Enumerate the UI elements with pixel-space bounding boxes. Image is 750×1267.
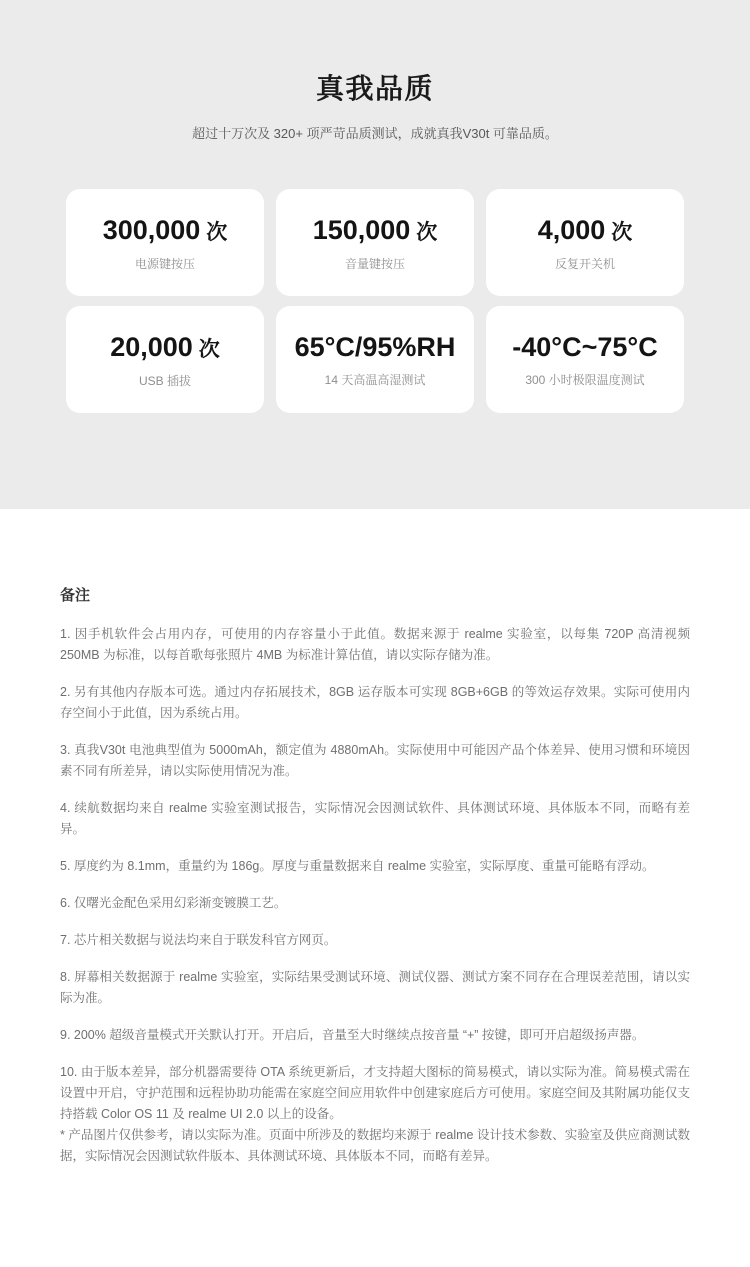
stat-label: 300 小时极限温度测试: [525, 373, 645, 387]
stat-unit: 次: [416, 220, 438, 244]
stat-number: 4,000: [537, 214, 606, 245]
note-item: 8. 屏幕相关数据源于 realme 实验室，实际结果受测试环境、测试仪器、测试方案不同存在合理误差范围，请以实际为准。: [60, 970, 690, 1005]
note-item: 5. 厚度约为 8.1mm，重量约为 186g。厚度与重量数据来自 realme 实验室，实际厚度、重量可能略有浮动。: [60, 859, 655, 873]
stat-value: [538, 215, 633, 246]
note-item: 2. 另有其他内存版本可选。通过内存拓展技术，8GB 运存版本可实现 8GB+6GB 的等效运存效果。实际可使用内存空间小于此值，因为系统占用。: [60, 685, 690, 720]
notes-list: [60, 624, 690, 1125]
note-item: 4. 续航数据均来自 realme 实验室测试报告，实际情况会因测试软件、具体测试环境、具体版本不同，而略有差异。: [60, 801, 690, 836]
quality-section: [0, 0, 750, 509]
stat-value: [313, 215, 438, 246]
page-subtitle: 超过十万次及 320+ 项严苛品质测试，成就真我V30t 可靠品质。: [192, 126, 558, 141]
stat-card: [66, 306, 264, 413]
stat-value: [110, 332, 220, 363]
stat-card: [276, 189, 474, 296]
note-item: 3. 真我V30t 电池典型值为 5000mAh，额定值为 4880mAh。实际使用中可能因产品个体差异、使用习惯和环境因素不同有所差异，请以实际使用情况为准。: [60, 743, 690, 778]
stat-label: 电源键按压: [134, 256, 195, 271]
stat-card: [486, 189, 684, 296]
disclaimer-note: * 产品图片仅供参考，请以实际为准。页面中所涉及的数据均来源于 realme 设计技术参数、实验室及供应商测试数据，实际情况会因测试软件版本、具体测试环境、具体版本不同，而略有差异。: [60, 1128, 690, 1163]
note-item: 7. 芯片相关数据与说法均来自于联发科官方网页。: [60, 933, 337, 947]
stat-value: [512, 332, 657, 362]
stat-card: [276, 306, 474, 413]
stat-unit: 次: [611, 220, 633, 244]
stat-card: [66, 189, 264, 296]
stat-value: [103, 215, 228, 246]
note-item: 10. 由于版本差异，部分机器需要待 OTA 系统更新后，才支持超大图标的简易模式，请以实际为准。简易模式需在设置中开启，守护范围和远程协助功能需在家庭空间应用软件中创建家庭后方可使用。家庭空间及其附属功能仅支持搭载 Color OS 11 及 realme UI 2.0 以上的设备。: [60, 1065, 690, 1121]
stat-label: 14 天高温高湿测试: [324, 373, 426, 387]
note-item: 9. 200% 超级音量模式开关默认打开。开启后，音量至大时继续点按音量 “+” 按键，即可开启超级扬声器。: [60, 1028, 645, 1042]
stat-label: 反复开关机: [554, 256, 615, 271]
note-item: 1. 因手机软件会占用内存，可使用的内存容量小于此值。数据来源于 realme 实验室，以每集 720P 高清视频 250MB 为标准，以每首歌每张照片 4MB 为标准计算估值，请以实际存储为准。: [60, 627, 690, 662]
quality-stats-grid: [66, 189, 684, 413]
stat-unit: 次: [198, 337, 220, 361]
notes-heading: 备注: [60, 587, 91, 604]
stat-number: 300,000: [102, 214, 201, 245]
stat-number: 20,000: [110, 331, 193, 362]
stat-number: 150,000: [312, 214, 411, 245]
page-title: 真我品质: [315, 73, 434, 104]
notes-section: [0, 509, 750, 1267]
stat-number: 65°C/95%RH: [294, 332, 456, 362]
stat-label: USB 插拔: [138, 373, 191, 388]
stat-number: -40°C~75°C: [512, 332, 658, 362]
stat-label: 音量键按压: [344, 256, 405, 271]
stat-card: [486, 306, 684, 413]
stat-unit: 次: [206, 220, 228, 244]
note-item: 6. 仅曙光金配色采用幻彩渐变镀膜工艺。: [60, 896, 287, 910]
stat-value: [295, 332, 456, 362]
